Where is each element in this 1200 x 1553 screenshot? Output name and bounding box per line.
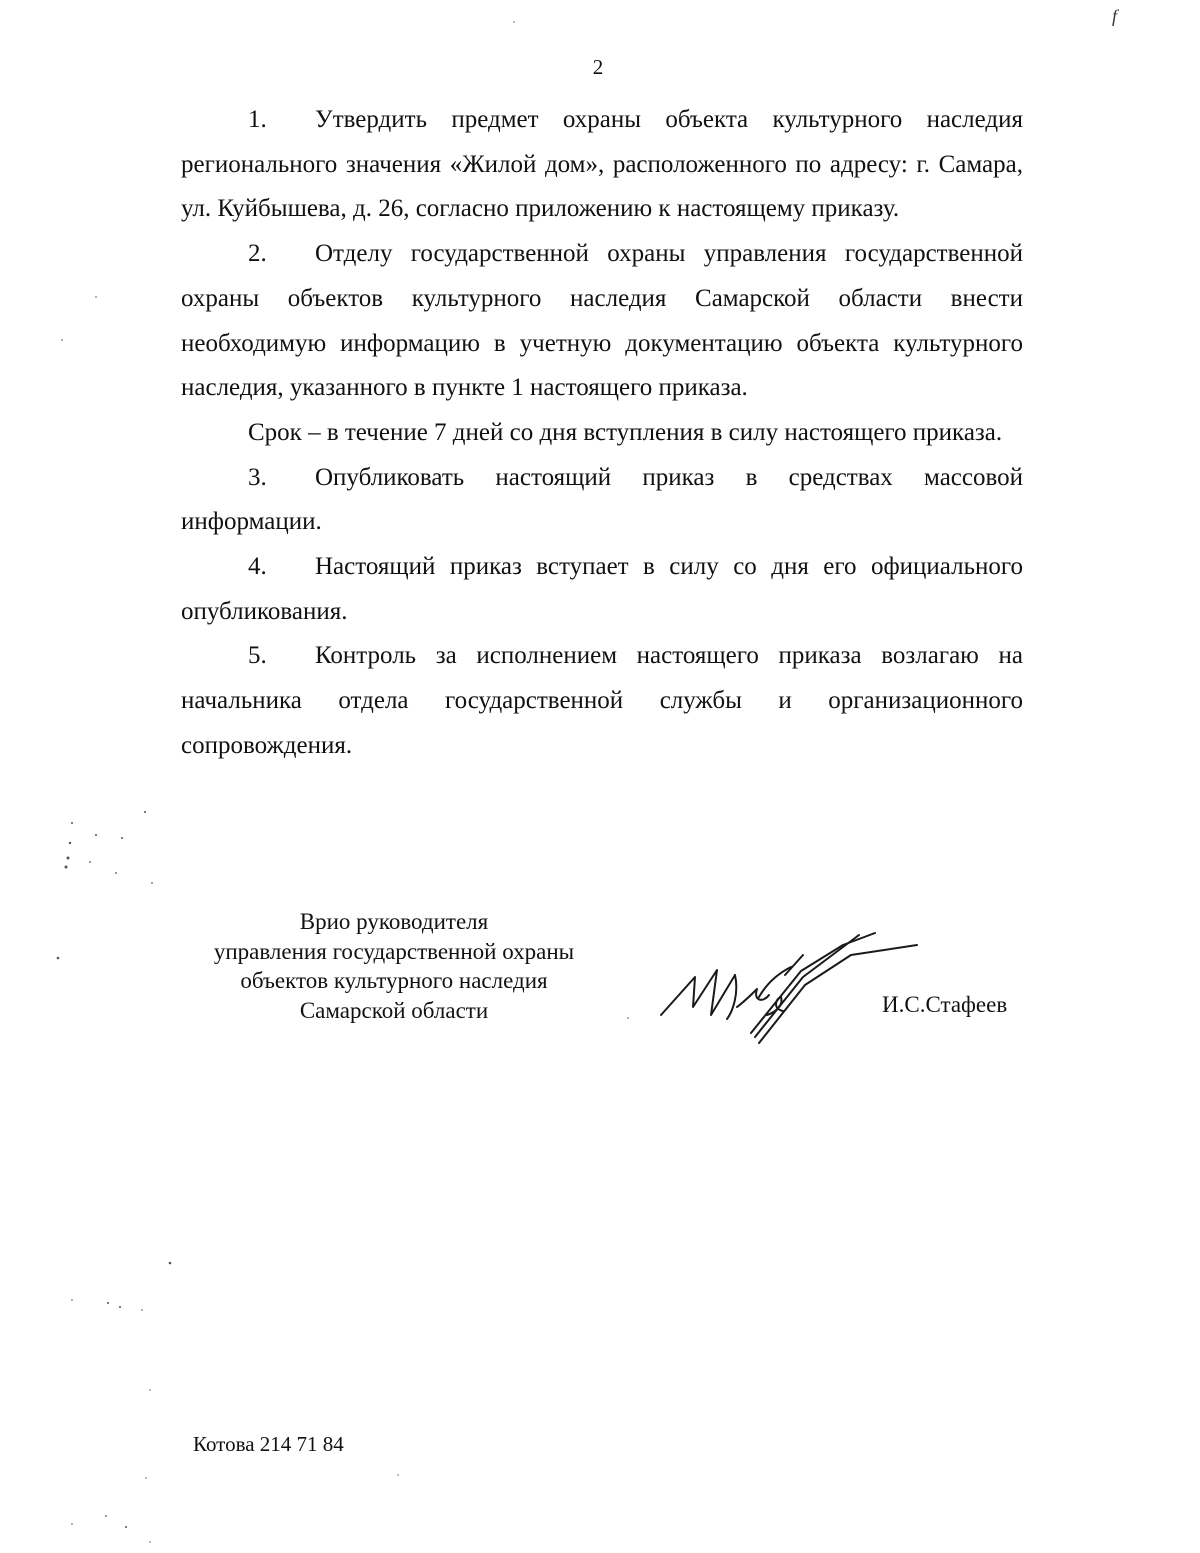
signatory-title-line: Врио руководителя: [299, 909, 489, 934]
item-number: 4.: [248, 553, 267, 581]
signer-name: И.С.Стафеев: [882, 992, 1008, 1017]
handwritten-signature: [655, 915, 925, 1050]
handwritten-mark: f: [1112, 6, 1118, 26]
item-5: [181, 634, 1023, 768]
item-3: [181, 456, 1023, 545]
item-number: 3.: [248, 463, 267, 491]
item-text: Опубликовать настоящий приказ в средствах массовой информации.: [181, 463, 1023, 536]
signatory-title-line: Самарской области: [299, 997, 489, 1023]
item-1: [181, 98, 1023, 232]
signatory-title: [180, 907, 608, 1025]
item-number: 2.: [248, 240, 267, 268]
item-text: Контроль за исполнением настоящего приказа возлагаю на начальника отдела государственной службы и организационного сопровождения.: [181, 642, 1023, 759]
signatory-title-line: объектов культурного наследия: [240, 968, 548, 993]
contact-line: Котова 214 71 84: [193, 1432, 344, 1456]
item-2: [181, 232, 1023, 411]
item-4: [181, 545, 1023, 634]
item-text: Настоящий приказ вступает в силу со дня его официального опубликования.: [181, 553, 1023, 625]
item-text: Утвердить предмет охраны объекта культурного наследия регионального значения «Жилой дом», расположенного по адресу: г. Самара, ул. Куйбышева, д. 26, согласно приложению к настоящему приказу.: [181, 106, 1023, 223]
page-number: 2: [592, 55, 604, 79]
item-number: 1.: [248, 106, 267, 133]
deadline-note: Срок – в течение 7 дней со дня вступления в силу настоящего приказа.: [248, 418, 1003, 446]
document-body: [181, 98, 1023, 769]
item-number: 5.: [248, 642, 267, 670]
signatory-title-line: управления государственной охраны: [213, 938, 575, 964]
item-text: Отделу государственной охраны управления государственной охраны объектов культурного наследия Самарской области внести необходимую информацию в учетную документацию объекта культурного наследия, указанного в пункте 1 настоящего приказа.: [181, 240, 1023, 402]
